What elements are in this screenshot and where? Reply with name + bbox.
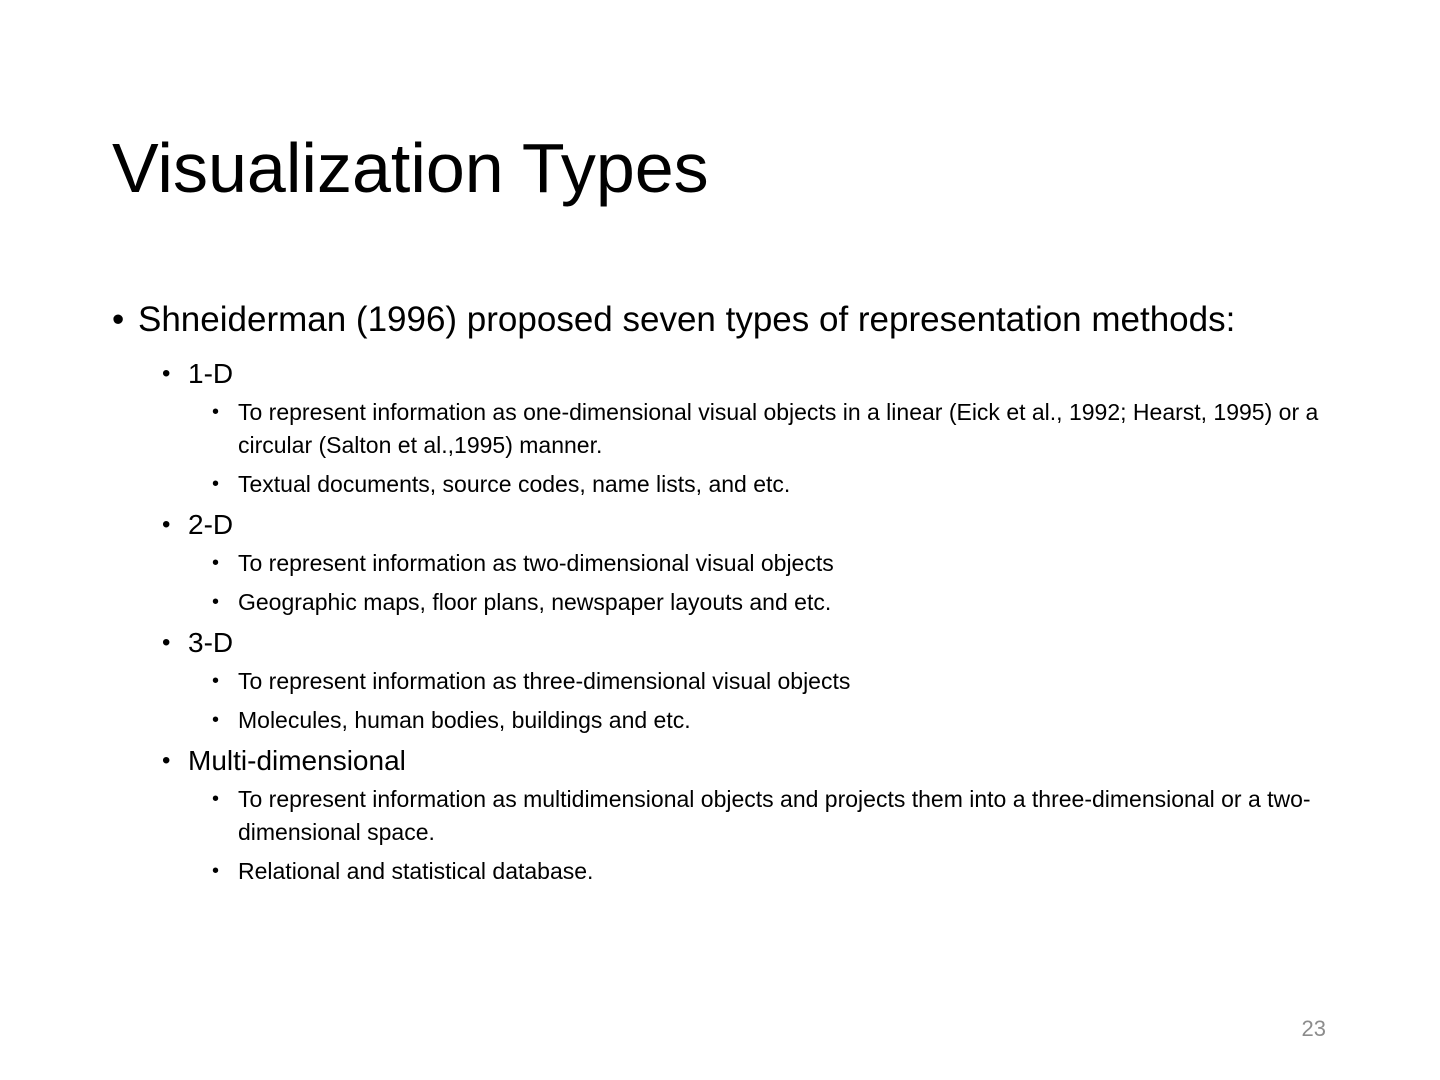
sub-bullet-list: [162, 356, 1352, 888]
detail-item: • To represent information as three-dimensional visual objects: [212, 665, 1352, 698]
detail-list: [212, 783, 1352, 888]
detail-item: • To represent information as multidimensional objects and projects them into a three-dimensional or a two-dimensional space.: [212, 783, 1352, 849]
sub-bullet-multi-dimensional: [162, 743, 1352, 888]
slide-title: Visualization Types: [112, 129, 709, 207]
sub-bullet-2d: [162, 507, 1352, 619]
detail-item: • Molecules, human bodies, buildings and etc.: [212, 704, 1352, 737]
detail-item: • Geographic maps, floor plans, newspaper layouts and etc.: [212, 586, 1352, 619]
detail-item: • Relational and statistical database.: [212, 855, 1352, 888]
sub-bullet-1d: [162, 356, 1352, 501]
sub-bullet-label: Multi-dimensional: [188, 745, 406, 776]
slide-content: [112, 300, 1352, 892]
sub-bullet-label: 2-D: [188, 509, 234, 540]
bullet-main: [112, 300, 1352, 888]
detail-list: [212, 547, 1352, 619]
page-number: 23: [1301, 1016, 1326, 1041]
detail-list: [212, 396, 1352, 501]
bullet-list: [112, 300, 1352, 888]
detail-item: • Textual documents, source codes, name lists, and etc.: [212, 468, 1352, 501]
sub-bullet-label: 1-D: [188, 358, 234, 389]
detail-item: • To represent information as two-dimensional visual objects: [212, 547, 1352, 580]
bullet-main-text: Shneiderman (1996) proposed seven types of representation methods:: [138, 300, 1236, 339]
sub-bullet-3d: [162, 625, 1352, 737]
detail-item: • To represent information as one-dimensional visual objects in a linear (Eick et al., 1992; Hearst, 1995) or a circular (Salton et al.,1995) manner.: [212, 396, 1352, 462]
detail-list: [212, 665, 1352, 737]
sub-bullet-label: 3-D: [188, 627, 234, 658]
